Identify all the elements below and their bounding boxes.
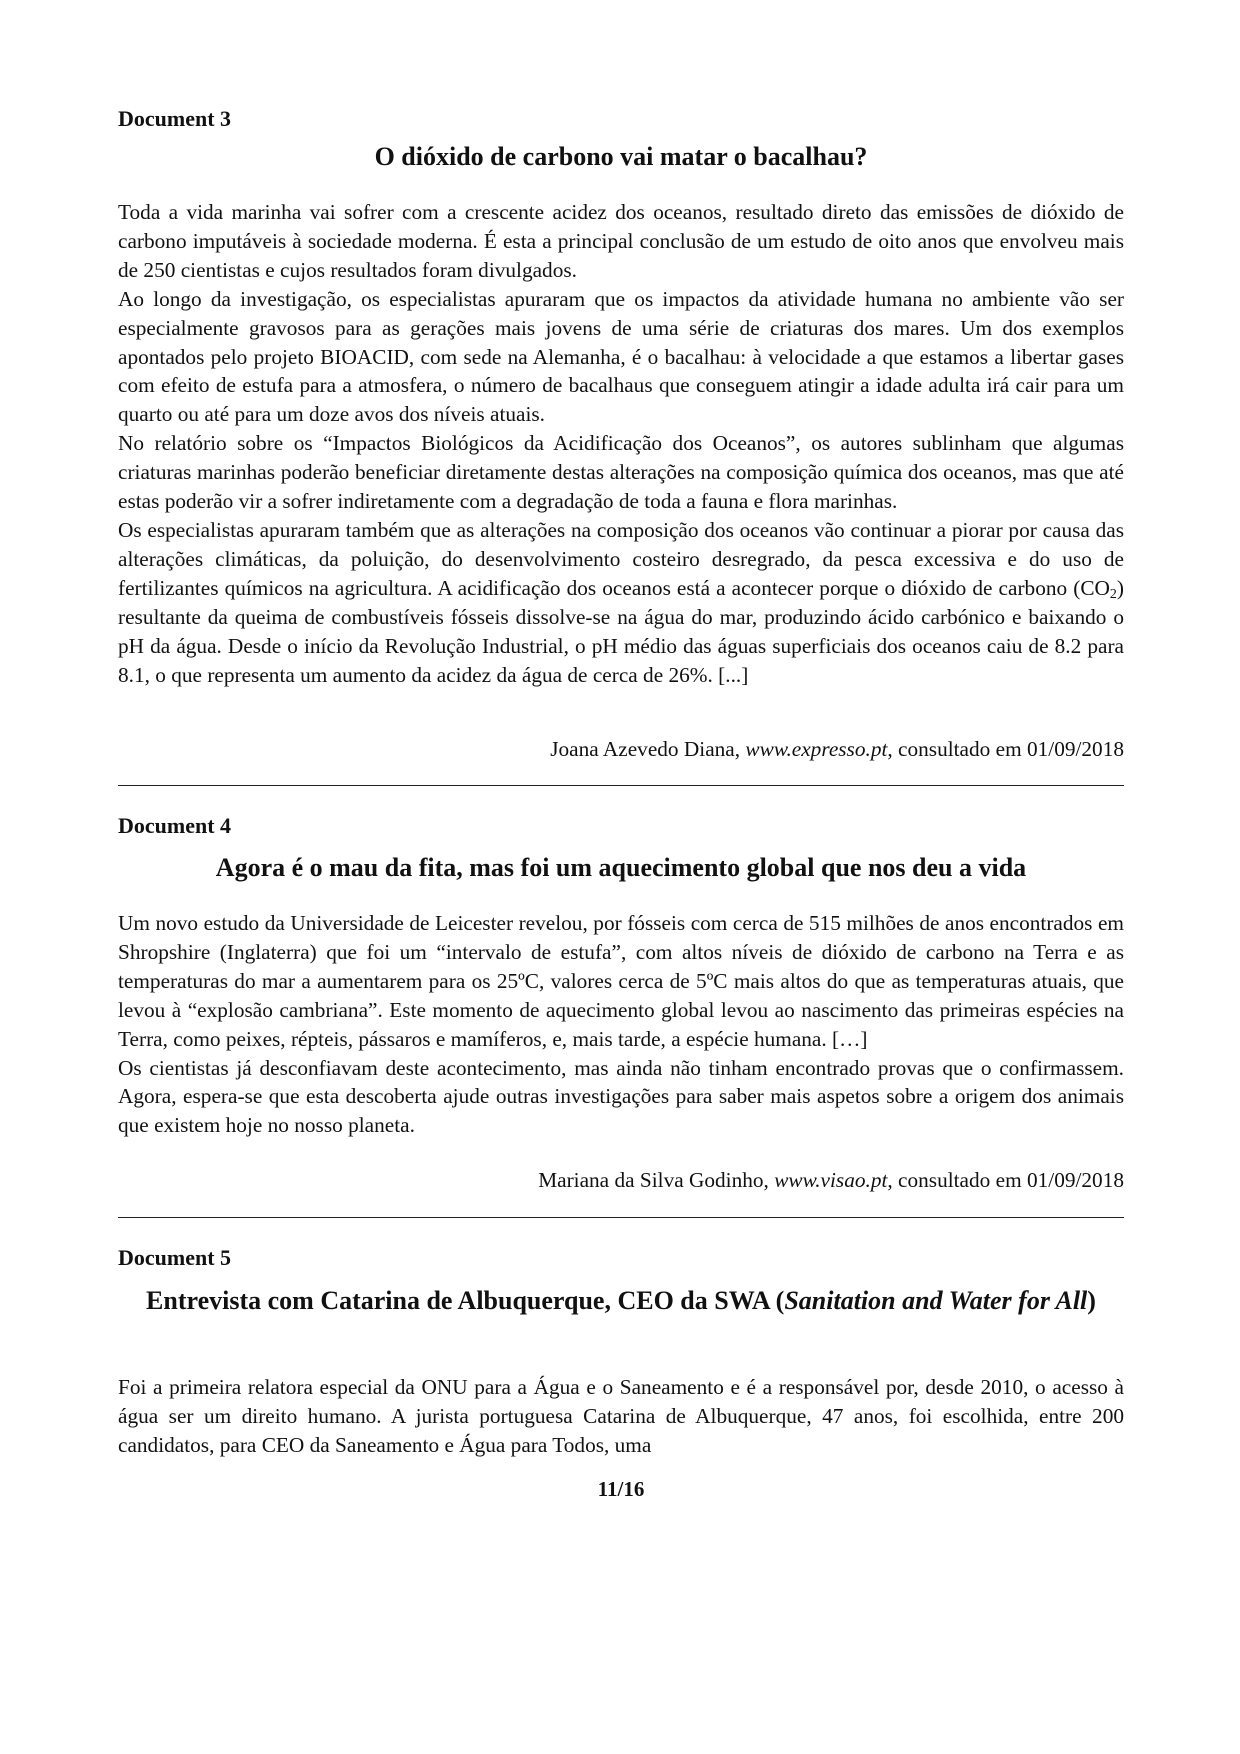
doc4-separator xyxy=(118,1217,1124,1218)
doc4-source-author: Mariana da Silva Godinho, xyxy=(538,1168,775,1192)
doc3-source-site: www.expresso.pt xyxy=(745,737,888,761)
doc5-title xyxy=(118,1284,1124,1318)
doc4-source xyxy=(538,1166,1124,1194)
doc3-source xyxy=(550,735,1124,763)
doc5-label: Document 5 xyxy=(118,1245,232,1270)
doc4-source-site: www.visao.pt xyxy=(774,1168,888,1192)
doc4-title: Agora é o mau da fita, mas foi um aquecimento global que nos deu a vida xyxy=(215,853,1027,882)
doc4-paragraph-1: Um novo estudo da Universidade de Leicester revelou, por fósseis com cerca de 515 milhões de anos encontrados em Shropshire (Inglaterra) que foi um “intervalo de estufa”, com altos níveis de dióxido de carbono na Terra e as temperaturas do mar a aumentarem para os 25ºC, valores cerca de 5ºC mais altos do que as temperaturas atuais, que levou à “explosão cambriana”. Este momento de aquecimento global levou ao nascimento das primeiras espécies na Terra, como peixes, répteis, pássaros e mamíferos, e, mais tarde, a espécie humana. […] xyxy=(118,911,1124,1051)
doc5-body xyxy=(118,1373,1124,1460)
doc4-body xyxy=(118,909,1124,1140)
doc4-paragraph-2: Os cientistas já desconfiavam deste acontecimento, mas ainda não tinham encontrado provas que o confirmassem. Agora, espera-se que esta descoberta ajude outras investigações para saber mais aspetos sobre a origem dos animais que existem hoje no nosso planeta. xyxy=(118,1055,1124,1138)
doc5-title-italic: Sanitation and Water for All xyxy=(784,1286,1088,1315)
doc3-source-author: Joana Azevedo Diana, xyxy=(550,737,746,761)
doc3-label: Document 3 xyxy=(118,106,232,131)
doc5-title-main: Entrevista com Catarina de Albuquerque, CEO da SWA ( xyxy=(146,1286,785,1315)
co2-subscript: 2 xyxy=(1109,586,1117,602)
doc3-paragraph-2: Ao longo da investigação, os especialistas apuraram que os impactos da atividade humana no ambiente vão ser especialmente gravosos para as gerações mais jovens de uma série de criaturas dos mares. Um dos exemplos apontados pelo projeto BIOACID, com sede na Alemanha, é o bacalhau: à velocidade a que estamos a libertar gases com efeito de estufa para a atmosfera, o número de bacalhaus que conseguem atingir a idade adulta irá cair para um quarto ou até para um doze avos dos níveis atuais. xyxy=(118,286,1124,427)
doc3-p4-before: Os especialistas apuraram também que as alterações na composição dos oceanos vão continuar a piorar por causa das alterações climáticas, da poluição, do desenvolvimento costeiro desregrado, da pesca excessiva e do uso de fertilizantes químicos na agricultura. A acidificação dos oceanos está a acontecer porque o dióxido de carbono (CO xyxy=(118,517,1124,600)
doc3-title: O dióxido de carbono vai matar o bacalhau? xyxy=(374,142,868,171)
doc4-label: Document 4 xyxy=(118,813,232,838)
doc5-title-close: ) xyxy=(1087,1286,1096,1315)
doc4-source-tail: , consultado em 01/09/2018 xyxy=(887,1168,1124,1192)
doc3-p4-after: ) resultante da queima de combustíveis fósseis dissolve-se na água do mar, produzindo ácido carbónico e baixando o pH da água. Desde o início da Revolução Industrial, o pH médio das águas superficiais dos oceanos caiu de 8.2 para 8.1, o que representa um aumento da acidez da água de cerca de 26%. [...] xyxy=(118,575,1124,687)
doc3-body xyxy=(118,198,1124,689)
doc5-paragraph-1: Foi a primeira relatora especial da ONU para a Água e o Saneamento e é a responsável por, desde 2010, o acesso à água ser um direito humano. A jurista portuguesa Catarina de Albuquerque, 47 anos, foi escolhida, entre 200 candidatos, para CEO da Saneamento e Água para Todos, uma xyxy=(118,1375,1124,1457)
doc3-separator xyxy=(118,785,1124,786)
doc3-source-tail: , consultado em 01/09/2018 xyxy=(887,737,1124,761)
doc3-paragraph-1: Toda a vida marinha vai sofrer com a crescente acidez dos oceanos, resultado direto das emissões de dióxido de carbono imputáveis à sociedade moderna. É esta a principal conclusão de um estudo de oito anos que envolveu mais de 250 cientistas e cujos resultados foram divulgados. xyxy=(118,200,1124,282)
doc3-paragraph-4 xyxy=(118,516,1124,689)
doc3-paragraph-3: No relatório sobre os “Impactos Biológicos da Acidificação dos Oceanos”, os autores sublinham que algumas criaturas marinhas poderão beneficiar diretamente destas alterações na composição química dos oceanos, mas que até estas poderão vir a sofrer indiretamente com a degradação de toda a fauna e flora marinhas. xyxy=(118,431,1124,514)
page-number: 11/16 xyxy=(597,1477,645,1501)
